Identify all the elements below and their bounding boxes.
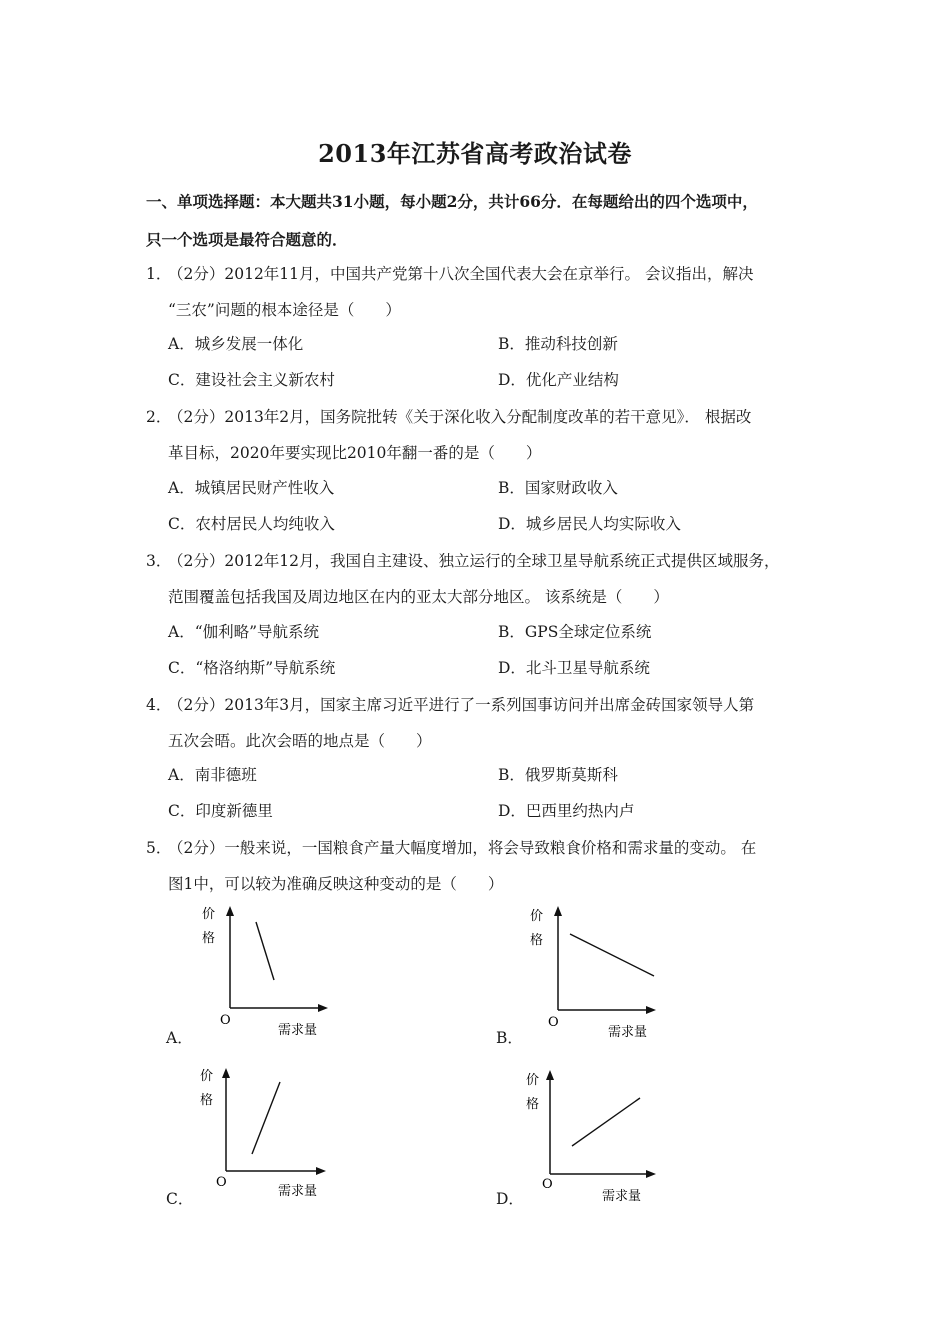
question-1-stem-line1: （2分）2012年11月，中国共产党第十八次全国代表大会在京举行。 会议指出，解决 <box>168 265 754 283</box>
question-5-option-b[interactable]: B． <box>496 1029 523 1047</box>
question-4-option-a[interactable]: A．南非德班 <box>168 766 257 784</box>
graph-a <box>190 900 340 1045</box>
question-3-option-b[interactable]: B．GPS全球定位系统 <box>498 623 652 641</box>
graph-b-price-label-2: 格 <box>530 933 544 948</box>
question-1-option-a[interactable]: A．城乡发展一体化 <box>168 335 304 353</box>
graph-a-curve <box>256 922 274 980</box>
graph-a-x-axis-label: 需求量 <box>278 1023 318 1038</box>
question-1-option-c[interactable]: C．建设社会主义新农村 <box>168 371 335 389</box>
graph-a-price-label-2: 格 <box>202 931 216 946</box>
question-3-stem-line1: （2分）2012年12月，我国自主建设、独立运行的全球卫星导航系统正式提供区域服务， <box>168 552 780 570</box>
graph-d-origin-label: O <box>542 1177 553 1192</box>
question-5-option-a[interactable]: A． <box>166 1029 193 1047</box>
graph-a-price-label-1: 价 <box>202 907 216 922</box>
question-4-option-c[interactable]: C．印度新德里 <box>168 802 273 820</box>
graph-c <box>190 1062 340 1207</box>
question-2-number: 2． <box>146 408 172 426</box>
question-2-option-b[interactable]: B．国家财政收入 <box>498 479 618 497</box>
question-3-option-c[interactable]: C．“格洛纳斯”导航系统 <box>168 659 336 677</box>
question-5-option-c[interactable]: C． <box>166 1190 194 1208</box>
graph-c-origin-label: O <box>216 1175 227 1190</box>
question-4-stem-line2: 五次会晤。此次会晤的地点是（ ） <box>168 732 432 750</box>
question-1-number: 1． <box>146 265 172 283</box>
question-2-stem-line1: （2分）2013年2月，国务院批转《关于深化收入分配制度改革的若干意见》． 根据改 <box>168 408 752 426</box>
graph-d-x-axis-label: 需求量 <box>602 1189 642 1204</box>
question-5-number: 5． <box>146 839 172 857</box>
question-3-number: 3． <box>146 552 172 570</box>
question-4-option-b[interactable]: B．俄罗斯莫斯科 <box>498 766 618 784</box>
graph-d-curve <box>572 1098 640 1146</box>
question-4-number: 4． <box>146 696 172 714</box>
section-heading-line2: 只一个选项是最符合题意的． <box>146 230 348 249</box>
question-5-stem-line1: （2分）一般来说，一国粮食产量大幅度增加，将会导致粮食价格和需求量的变动。 在 <box>168 839 757 857</box>
graph-c-price-label-1: 价 <box>200 1069 214 1084</box>
question-5-option-d[interactable]: D． <box>496 1190 524 1208</box>
question-2-option-c[interactable]: C．农村居民人均纯收入 <box>168 515 335 533</box>
graph-b-origin-label: O <box>548 1015 559 1030</box>
question-1-option-d[interactable]: D．优化产业结构 <box>498 371 619 389</box>
section-heading-line1: 一、单项选择题：本大题共31小题，每小题2分，共计66分．在每题给出的四个选项中， <box>146 192 758 211</box>
question-2-stem-line2: 革目标，2020年要实现比2010年翻一番的是（ ） <box>168 444 542 462</box>
page-title: 2013年江苏省高考政治试卷 <box>318 139 632 168</box>
graph-b-curve <box>570 934 654 976</box>
graph-d-price-label-1: 价 <box>526 1073 540 1088</box>
graph-c-curve <box>252 1082 280 1154</box>
question-2-option-a[interactable]: A．城镇居民财产性收入 <box>168 479 335 497</box>
question-4-stem-line1: （2分）2013年3月，国家主席习近平进行了一系列国事访问并出席金砖国家领导人第 <box>168 696 755 714</box>
question-4-option-d[interactable]: D．巴西里约热内卢 <box>498 802 635 820</box>
graph-b-x-axis-label: 需求量 <box>608 1025 648 1040</box>
graph-b-price-label-1: 价 <box>530 909 544 924</box>
graph-b <box>520 900 670 1045</box>
question-3-stem-line2: 范围覆盖包括我国及周边地区在内的亚太大部分地区。 该系统是（ ） <box>168 588 669 606</box>
graph-c-price-label-2: 格 <box>200 1093 214 1108</box>
question-3-option-d[interactable]: D．北斗卫星导航系统 <box>498 659 650 677</box>
graph-c-x-axis-label: 需求量 <box>278 1184 318 1199</box>
graph-d <box>520 1064 670 1209</box>
question-1-stem-line2: “三农”问题的根本途径是（ ） <box>168 301 401 319</box>
question-1-option-b[interactable]: B．推动科技创新 <box>498 335 618 353</box>
graph-d-price-label-2: 格 <box>526 1097 540 1112</box>
graph-a-origin-label: O <box>220 1013 231 1028</box>
question-2-option-d[interactable]: D．城乡居民人均实际收入 <box>498 515 681 533</box>
question-5-stem-line2: 图1中，可以较为准确反映这种变动的是（ ） <box>168 875 504 893</box>
question-3-option-a[interactable]: A．“伽利略”导航系统 <box>168 623 320 641</box>
